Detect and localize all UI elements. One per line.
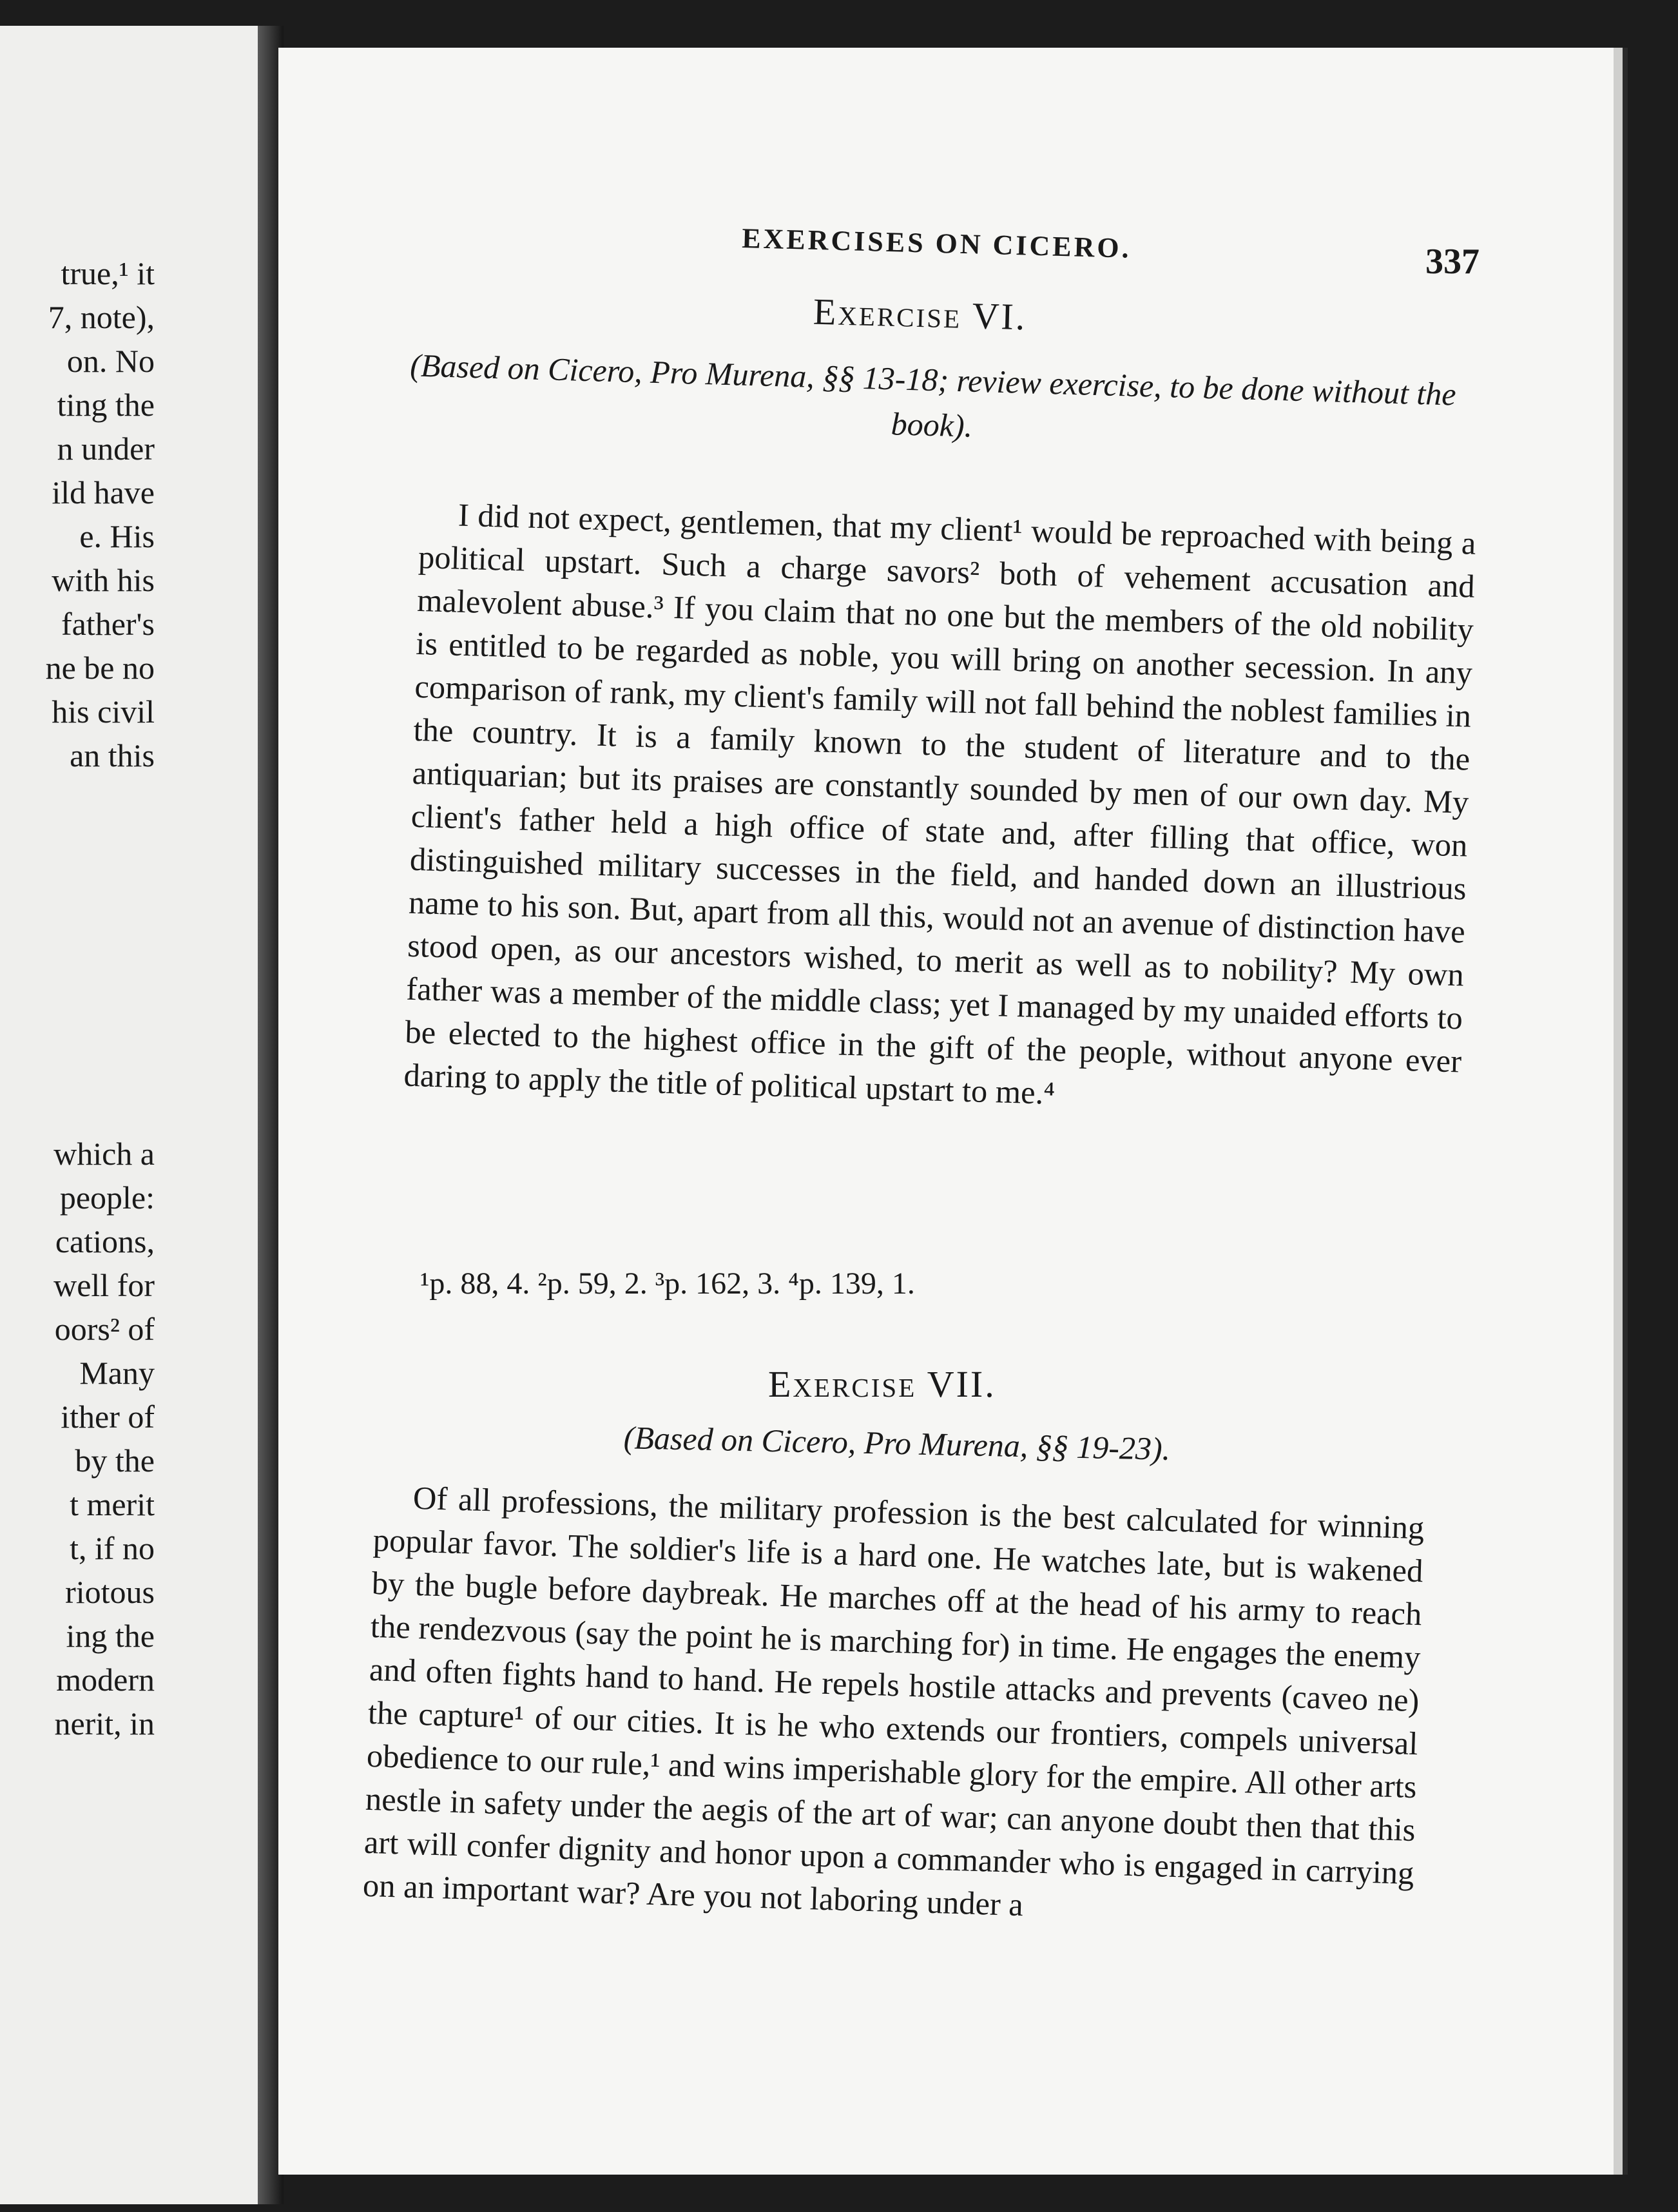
left-page-fragment: cations, — [55, 1223, 155, 1259]
exercise-vi-footnotes: ¹p. 88, 4. ²p. 59, 2. ³p. 162, 3. ⁴p. 139, 1. — [420, 1266, 915, 1301]
left-page-fragment: which a — [53, 1136, 155, 1172]
left-page-fragment: ild have — [52, 474, 155, 510]
left-page-fragment: e. His — [79, 518, 155, 554]
left-page-fragment: his civil — [52, 694, 155, 730]
left-page-fragment: people: — [59, 1179, 155, 1216]
left-page-fragment: ing the — [66, 1618, 155, 1654]
left-page-fragment: an this — [70, 737, 155, 773]
running-head: EXERCISES ON CICERO. — [741, 222, 1132, 264]
exercise-vi-body: I did not expect, gentlemen, that my client¹ would be reproached with being a political upstart. Such a charge savors² both of vehement accusation and malevolent abuse.³ If you claim that no one but the members of the old nobility is entitled to be regarded as noble, you will bring on another secession. In any comparison of rank, my client's family will not fall behind the noblest families in the country. It is a family known to the student of literature and to the antiquarian; but its praises are constantly sounded by men of our own day. My client's father held a high office of state and, after filling that office, won distinguished military successes in the field, and handed down an illustrious name to his son. But, apart from all this, would not an avenue of distinction have stood open, as our ancestors wished, to merit as well as to nobility? My own father was a member of the middle class; yet I managed by my unaided efforts to be elected to the highest office in the gift of the people, without anyone ever daring to apply the title of political upstart to me.⁴ — [403, 496, 1477, 1111]
left-page-fragment: by the — [75, 1442, 155, 1479]
left-page-fragment: oors² of — [54, 1311, 155, 1347]
left-page-fragment: t merit — [70, 1486, 155, 1522]
left-page-fragment: nerit, in — [54, 1705, 155, 1741]
left-page-fragment: modern — [56, 1662, 155, 1698]
exercise-vii-title: Exercise VII. — [768, 1363, 996, 1405]
left-page-fragment: on. No — [66, 343, 155, 379]
left-facing-page — [0, 26, 262, 2204]
left-page-fragment: ither of — [61, 1399, 155, 1435]
exercise-vi-title: Exercise VI. — [813, 290, 1028, 338]
page-337 — [278, 48, 1623, 2175]
left-page-fragment: 7, note), — [48, 299, 155, 335]
page-number: 337 — [1425, 242, 1480, 282]
left-page-fragment: Many — [79, 1355, 155, 1391]
left-page-fragment: riotous — [65, 1574, 155, 1610]
left-page-fragment: ting the — [57, 387, 155, 423]
exercise-vii-subtitle: (Based on Cicero, Pro Murena, §§ 19-23). — [623, 1419, 1171, 1467]
left-page-fragment: ne be no — [45, 650, 155, 686]
left-page-fragment: father's — [61, 606, 155, 642]
left-page-fragment: t, if no — [70, 1530, 155, 1566]
left-page-fragment: n under — [57, 431, 155, 467]
left-page-fragment: true,¹ it — [61, 255, 155, 291]
left-page-fragment: well for — [53, 1267, 155, 1303]
exercise-vi-subtitle: (Based on Cicero, Pro Murena, §§ 13-18; review exercise, to be done without the book). — [409, 347, 1457, 444]
left-page-fragment: with his — [52, 562, 155, 598]
exercise-vii-body: Of all professions, the military profession is the best calculated for winning popular favor. The soldier's life is a hard one. He watches late, but is wakened by the bugle before daybreak. He marches off at the head of his army to reach the rendezvous (say the point he is marching for) in time. He engages the enemy and often fights hand to hand. He repels hostile attacks and prevents (caveo ne) the capture¹ of our cities. It is he who extends our frontiers, compels universal obedience to our rule,¹ and wins imperishable glory for the empire. All other arts nestle in safety under the aegis of the art of war; can anyone doubt then that this art will confer dignity and honor upon a commander who is engaged in carrying on an important war? Are you not laboring under a — [362, 1479, 1425, 1923]
